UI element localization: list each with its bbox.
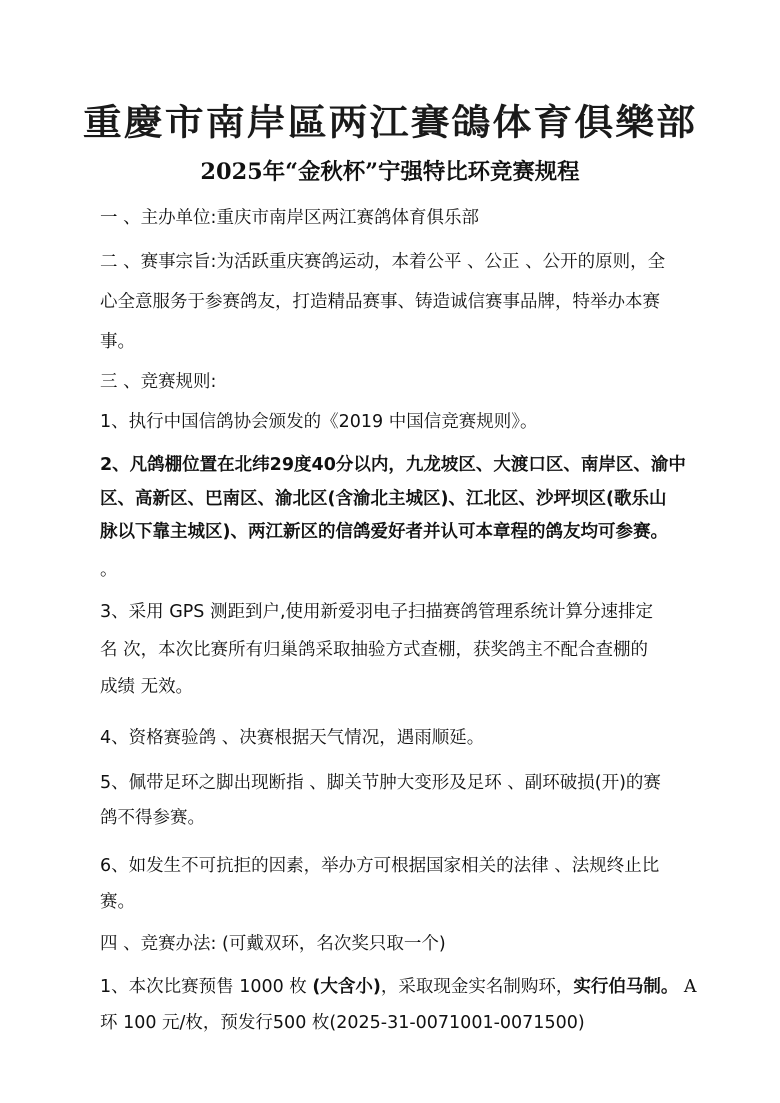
rule-2-line-4: 。 [100,560,118,580]
club-banner: 重慶市南岸區两江賽鴿体育俱樂部 [82,101,698,144]
rule-6-line-1: 6、如发生不可抗拒的因素，举办方可根据国家相关的法律 、法规终止比 [100,856,660,876]
rule-1: 1、执行中国信鸽协会颁发的《2019 中国信竞赛规则》。 [100,412,538,432]
rule-4: 4、资格赛验鸽 、决赛根据天气情况，遇雨顺延。 [100,728,485,748]
rule-5-line-2: 鸽不得参赛。 [100,808,205,828]
purpose-line-3: 事。 [100,332,135,352]
purpose-line-2: 心全意服务于参赛鸽友，打造精品赛事、铸造诚信赛事品牌，特举办本赛 [100,292,660,312]
purpose-line-1: 二 、赛事宗旨:为活跃重庆赛鸽运动，本着公平 、公正 、公开的原则，全 [100,252,666,272]
rules-heading: 三 、竞赛规则: [100,372,217,392]
rule-5-line-1: 5、佩带足环之脚出现断指 、脚关节肿大变形及足环 、副环破损(开)的赛 [100,773,661,793]
rule-3-line-1: 3、采用 GPS 测距到户,使用新爱羽电子扫描赛鸽管理系统计算分速排定 [100,602,654,622]
organizer-line: 一 、主办单位:重庆市南岸区两江赛鸽体育俱乐部 [100,208,479,228]
method-1-line-2: 环 100 元/枚，预发行500 枚(2025-31-0071001-0071500) [100,1013,585,1033]
method-heading: 四 、竞赛办法: (可戴双环，名次奖只取一个) [100,934,446,954]
method-1-line-1 [100,977,700,998]
method-1-part-3: ，采取现金实名制购环， [380,977,574,997]
rule-2-line-1: 2、凡鸽棚位置在北纬29度40分以内，九龙坡区、大渡口区、南岸区、渝中 [100,455,686,475]
rule-2-line-3: 脉以下靠主城区)、两江新区的信鸽爱好者并认可本章程的鸽友均可参赛。 [100,522,668,542]
rule-2-line-2: 区、高新区、巴南区、渝北区(含渝北主城区)、江北区、沙坪坝区(歌乐山 [100,489,667,509]
method-1-part-1: 1、本次比赛预售 1000 枚 [100,977,313,997]
method-1-part-5: A [678,977,697,997]
rule-3-line-2: 名 次，本次比赛所有归巢鸽采取抽验方式查棚，获奖鸽主不配合查棚的 [100,640,649,660]
method-1-part-4: 实行伯马制。 [573,977,679,997]
method-1-part-2: (大含小) [312,977,381,997]
rule-6-line-2: 赛。 [100,892,135,912]
document-title: 2025年“金秋杯”宁强特比环竞赛规程 [200,159,580,185]
rule-3-line-3: 成绩 无效。 [100,677,194,697]
